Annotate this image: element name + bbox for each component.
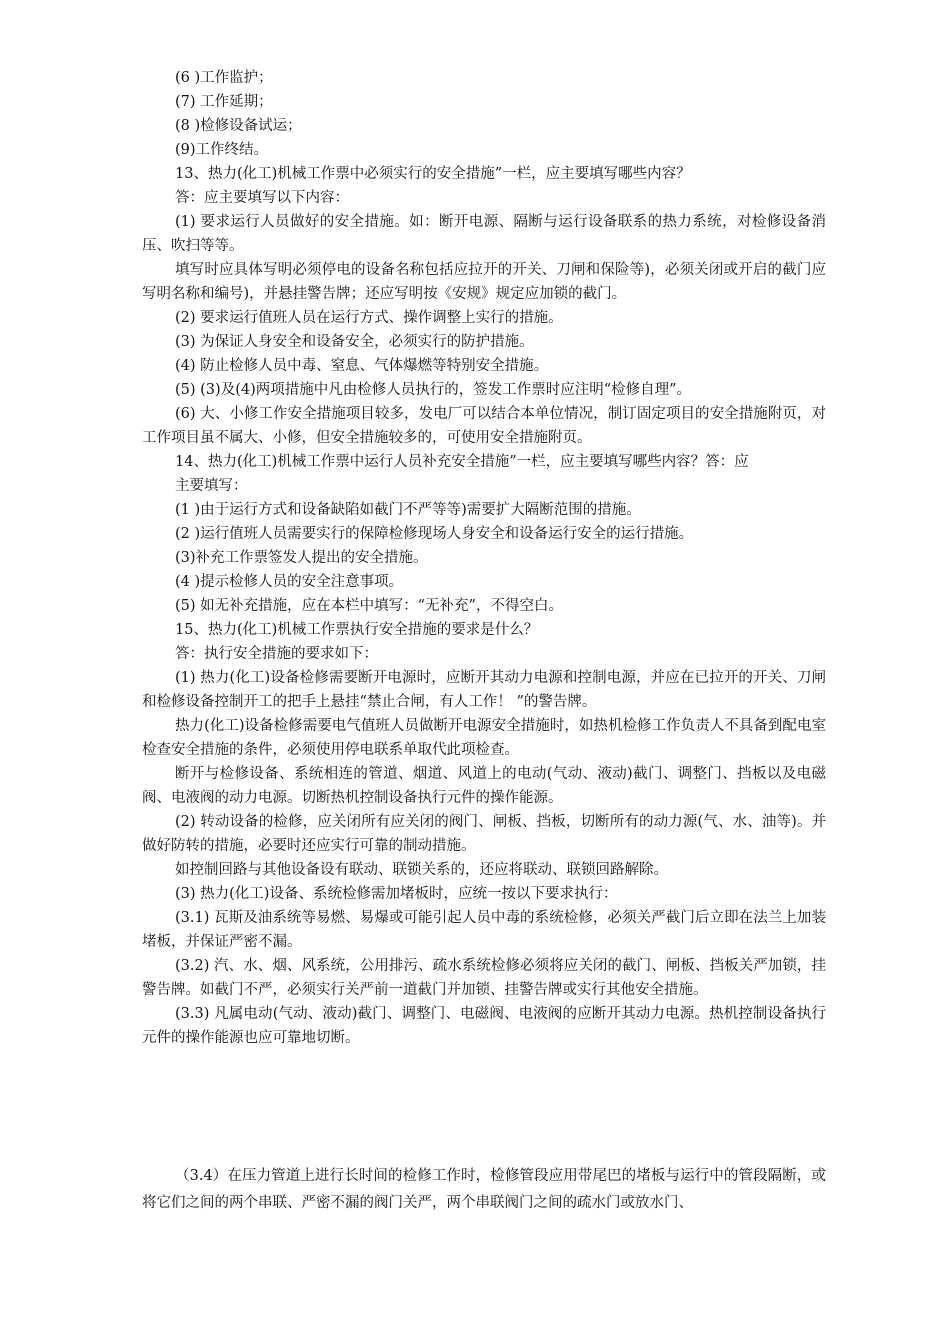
paragraph: 填写时应具体写明必须停电的设备名称包括应拉开的开关、刀闸和保险等)，必须关闭或开启的截门应写明名称和编号)，并悬挂警告牌；还应写明按《安规》规定应加锁的截门。: [142, 262, 826, 302]
paragraph: (8 )检修设备试运；: [175, 118, 302, 134]
paragraph: (7) 工作延期；: [175, 94, 273, 110]
paragraph: (5) (3)及(4)两项措施中凡由检修人员执行的，签发工作票时应注明“检修自理”。: [175, 382, 692, 398]
paragraph: 主要填写：: [175, 478, 248, 494]
paragraph: 15、热力(化工)机械工作票执行安全措施的要求是什么？: [175, 622, 539, 638]
paragraph: (3)补充工作票签发人提出的安全措施。: [175, 550, 428, 566]
paragraph: (3.2) 汽、水、烟、风系统，公用排污、疏水系统检修必须将应关闭的截门、闸板、挡板关严加锁，挂警告牌。如截门不严，必须实行关严前一道截门并加锁、挂警告牌或实行其他安全措施。: [142, 958, 826, 998]
paragraph: (3) 热力(化工)设备、系统检修需加堵板时，应统一按以下要求执行：: [175, 886, 618, 902]
paragraph: (5) 如无补充措施，应在本栏中填写：“无补充”，不得空白。: [175, 598, 563, 614]
paragraph-3-4: （3.4）在压力管道上进行长时间的检修工作时，检修管段应用带尾巴的堵板与运行中的管段隔断，或将它们之间的两个串联、严密不漏的阀门关严，两个串联阀门之间的疏水门或放水门、: [142, 1168, 826, 1211]
paragraph: (2) 转动设备的检修，应关闭所有应关闭的阀门、闸板、挡板，切断所有的动力源(气、水、油等)。并做好防转的措施，必要时还应实行可靠的制动措施。: [142, 814, 826, 854]
paragraph: (1) 热力(化工)设备检修需要断开电源时，应断开其动力电源和控制电源，并应在已拉开的开关、刀闸和检修设备控制开工的把手上悬挂“禁止合闸，有人工作！ ”的警告牌。: [142, 670, 826, 710]
paragraph: (4 )提示检修人员的安全注意事项。: [175, 574, 404, 590]
document-tail: [142, 1163, 826, 1217]
paragraph: (9)工作终结。: [175, 142, 269, 158]
paragraph: 答：执行安全措施的要求如下：: [175, 646, 378, 662]
paragraph: (3) 为保证人身安全和设备安全，必须实行的防护措施。: [175, 334, 534, 350]
paragraph: 断开与检修设备、系统相连的管道、烟道、风道上的电动(气动、液动)截门、调整门、挡板以及电磁阀、电液阀的动力电源。切断热机控制设备执行元件的操作能源。: [142, 766, 826, 806]
paragraph: (6 )工作监护；: [175, 70, 273, 86]
paragraph: (3.1) 瓦斯及油系统等易燃、易爆或可能引起人员中毒的系统检修，必须关严截门后立即在法兰上加装堵板，并保证严密不漏。: [142, 910, 826, 950]
document-body: [142, 66, 826, 1050]
paragraph: (1 )由于运行方式和设备缺陷如截门不严等等)需要扩大隔断范围的措施。: [175, 502, 641, 518]
paragraph: (3.3) 凡属电动(气动、液动)截门、调整门、电磁阀、电液阀的应断开其动力电源。热机控制设备执行元件的操作能源也应可靠地切断。: [142, 1006, 826, 1046]
paragraph: 如控制回路与其他设备设有联动、联锁关系的，还应将联动、联锁回路解除。: [175, 862, 668, 878]
paragraph: (2 )运行值班人员需要实行的保障检修现场人身安全和设备运行安全的运行措施。: [175, 526, 694, 542]
paragraph: (4) 防止检修人员中毒、窒息、气体爆燃等特别安全措施。: [175, 358, 549, 374]
paragraph: (6) 大、小修工作安全措施项目较多，发电厂可以结合本单位情况，制订固定项目的安全措施附页，对工作项目虽不属大、小修，但安全措施较多的，可使用安全措施附页。: [142, 406, 826, 446]
paragraph: (1) 要求运行人员做好的安全措施。如：断开电源、隔断与运行设备联系的热力系统，对检修设备消压、吹扫等等。: [142, 214, 826, 254]
paragraph: (2) 要求运行值班人员在运行方式、操作调整上实行的措施。: [175, 310, 563, 326]
paragraph: 13、热力(化工)机械工作票中必须实行的安全措施”一栏，应主要填写哪些内容？: [175, 166, 691, 182]
paragraph: 14、热力(化工)机械工作票中运行人员补充安全措施”一栏，应主要填写哪些内容？答：应: [175, 454, 749, 470]
paragraph: 热力(化工)设备检修需要电气值班人员做断开电源安全措施时，如热机检修工作负责人不具备到配电室检查安全措施的条件，必须使用停电联系单取代此项检查。: [142, 718, 826, 758]
paragraph: 答：应主要填写以下内容：: [175, 190, 349, 206]
